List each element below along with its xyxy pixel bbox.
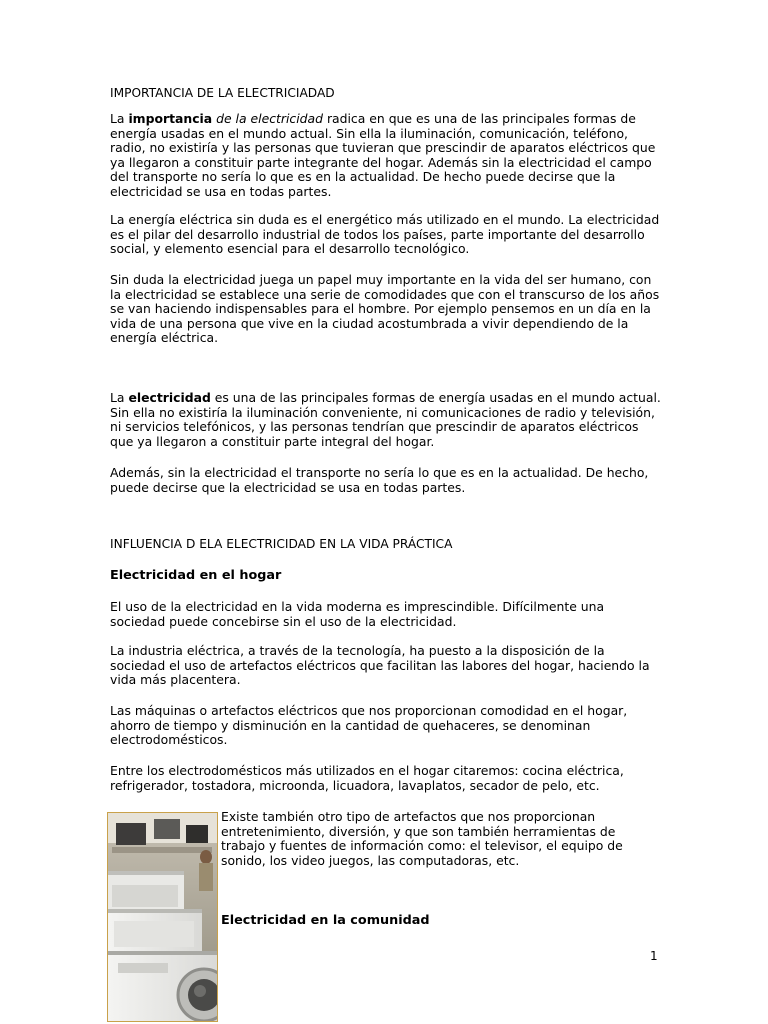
paragraph-la-electricidad	[110, 391, 662, 449]
paragraph-electrodomesticos: Entre los electrodomésticos más utilizados en el hogar citaremos: cocina eléctrica, refrigerador, tostadora, microonda, licuadora, lavaplatos, secador de pelo, etc.	[110, 763, 624, 793]
paragraph-industria-electrica: La industria eléctrica, a través de la tecnología, ha puesto a la disposición de la sociedad el uso de artefactos eléctricos que facilitan las labores del hogar, haciendo la vida más placentera.	[110, 643, 650, 688]
paragraph-importancia	[110, 112, 662, 200]
subheading-hogar: Electricidad en el hogar	[110, 568, 282, 583]
p1-rest: radica en que es una de las principales formas de energía usadas en el mundo actual. Sin ella la iluminación, comunicación, teléfono, radio, no existiría y las personas que tuvieran que prescindir de aparatos eléctricos que ya llegaron a constituir parte integrante del hogar. Además sin la electricidad el campo del transporte no sería lo que es en la actualidad. De hecho puede decirse que la electricidad se usa en todas partes.	[110, 111, 656, 199]
p1-bold-importancia: importancia	[128, 111, 213, 126]
p4-prefix: La	[110, 390, 129, 405]
paragraph-ademas: Además, sin la electricidad el transporte no sería lo que es en la actualidad. De hecho, puede decirse que la electricidad se usa en todas partes.	[110, 465, 649, 495]
p4-bold-electricidad: electricidad	[128, 390, 211, 405]
paragraph-otros-artefactos: Existe también otro tipo de artefactos que nos proporcionan entretenimiento, diversión, y que son también herramientas de trabajo y fuentes de información como: el televisor, el equipo de sonido, los video juegos, las computadoras, etc.	[221, 809, 623, 868]
section-title: INFLUENCIA D ELA ELECTRICIDAD EN LA VIDA PRÁCTICA	[110, 537, 453, 551]
page-number: 1	[650, 949, 658, 963]
appliance-store-illustration	[108, 813, 218, 1022]
p1-prefix: La	[110, 111, 129, 126]
paragraph-energia-electrica: La energía eléctrica sin duda es el energético más utilizado en el mundo. La electricidad es el pilar del desarrollo industrial de todos los países, parte importante del desarrollo social, y elemento esencial para el desarrollo tecnológico.	[110, 212, 660, 257]
paragraph-sin-duda: Sin duda la electricidad juega un papel muy importante en la vida del ser humano, con la electricidad se establece una serie de comodidades que con el transcurso de los años se van haciendo indispensables para el hombre. Por ejemplo pensemos en un día en la vida de una persona que vive en la ciudad acostumbrada a vivir dependiendo de la energía eléctrica.	[110, 272, 660, 346]
appliance-store-photo	[107, 812, 218, 1022]
p4-rest: es una de las principales formas de energía usadas en el mundo actual. Sin ella no existiría la iluminación conveniente, ni comunicaciones de radio y televisión, ni servicios telefónicos, y las personas tendrían que prescindir de aparatos eléctricos que ya llegaron a constituir parte integral del hogar.	[110, 390, 661, 449]
subheading-comunidad: Electricidad en la comunidad	[221, 913, 430, 928]
p1-italic-electricidad: de la electricidad	[216, 111, 323, 126]
paragraph-uso-electricidad: El uso de la electricidad en la vida moderna es imprescindible. Difícilmente una sociedad puede concebirse sin el uso de la electricidad.	[110, 599, 605, 629]
document-title: IMPORTANCIA DE LA ELECTRICIADAD	[110, 86, 335, 100]
paragraph-maquinas: Las máquinas o artefactos eléctricos que nos proporcionan comodidad en el hogar, ahorro de tiempo y disminución en la cantidad de quehaceres, se denominan electrodomésticos.	[110, 703, 628, 748]
